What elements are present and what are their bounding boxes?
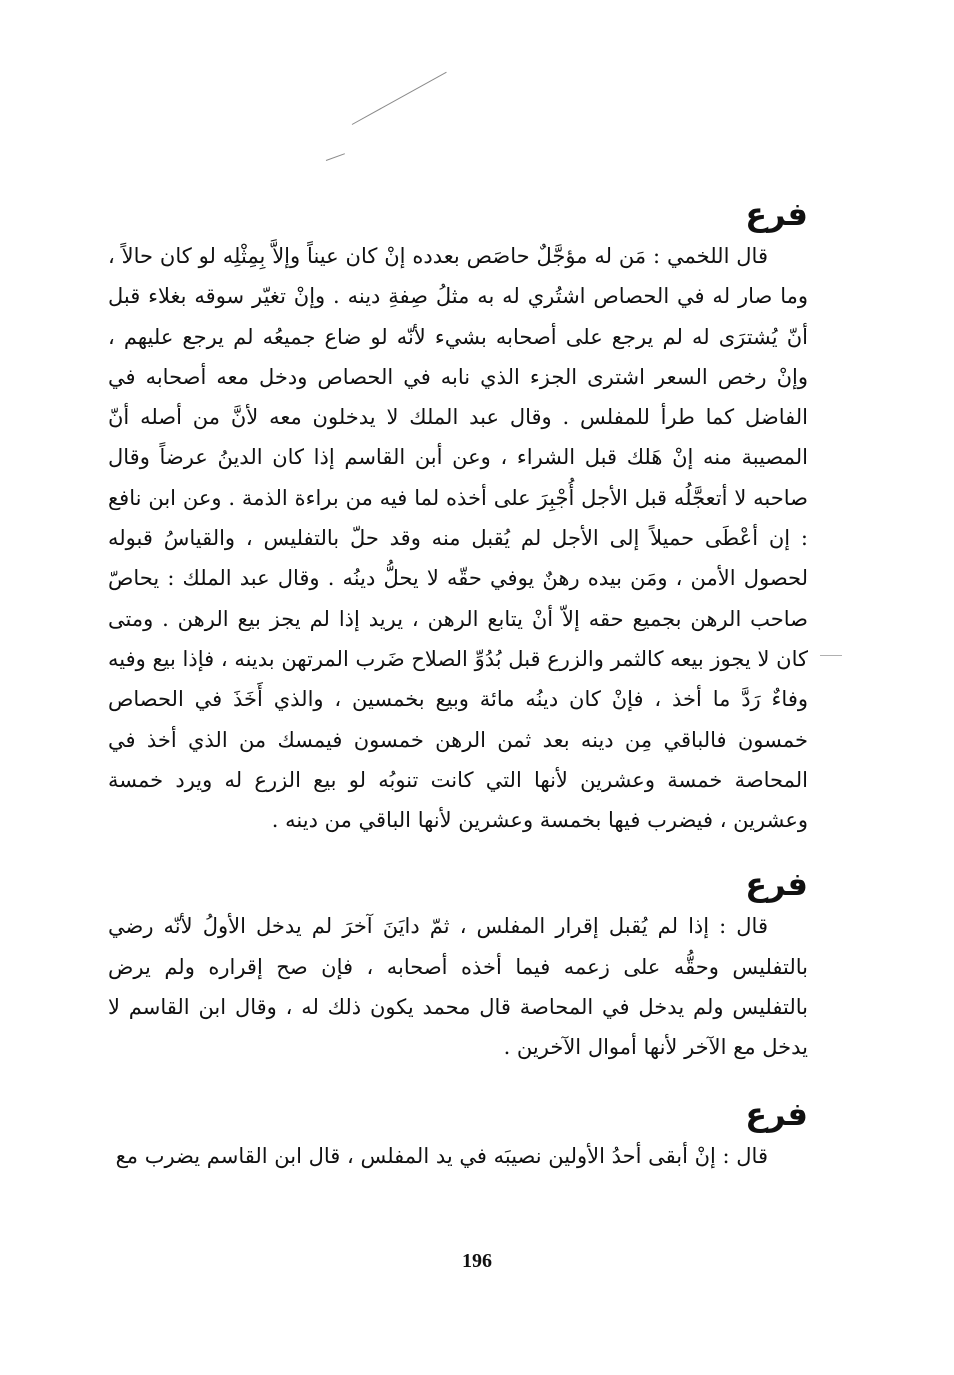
page-number: 196 [462, 1250, 492, 1272]
scan-artifact-line [326, 153, 345, 161]
section-paragraph: قال اللخمي : مَن له مؤجَّلٌ حاصَص بعدده إنْ كان عيناً وإلاَّ بِمِثْلِه لو كان حالاً ، وما صار له في الحصاص اشتُري له به مثلُ صِفةِ دينه . وإنْ تغيّر سوقه بغلاء قبل أنّ يُشترَى له لم يرجع على أصحابه بشيء لأنّه لو ضاع جميعُه لم يرجع عليهم ، وإنْ رخص السعر اشترى الجزء الذي نابه في الحصاص ودخل معه أصحابه في الفاضل كما طرأ للمفلس . وقال عبد الملك لا يدخلون معه لأنَّ من أصله أنّ المصيبة منه إنْ هَلك قبل الشراء ، وعن أبن القاسم إذا كان الدينُ عرضاً وقال صاحبه لا أتعجَّلُه قبل الأجل أُجْبِرَ على أخذه لما فيه من براءة الذمة . وعن ابن نافع : إن أعْطَى حميلاً إلى الأجل لم يُقبل منه وقد حلّ بالتفليس ، والقياسُ قبوله لحصول الأمن ، ومَن بيده رهنٌ يوفي حقّه لا يحلُّ دينُه . وقال عبد الملك : يحاصّ صاحب الرهن بجميع حقه إلاّ أنْ يتابع الرهن ، يريد إذا لم يجز بيع الرهن . ومتى كان لا يجوز بيعه كالثمر والزرع قبل بُدُوِّ الصلاح ضَرب المرتهن بدينه ، فإذا بيع وفيه وفاءٌ رَدَّ ما أخذ ، فإنْ كان دينُه مائة وبيع بخمسين ، والذي أَخَذَ في الحصاص خمسون فالباقي مِن دينه بعد ثمن الرهن خمسون فيمسك من الذي أخذ في المحاصة خمسة وعشرين لأنها التي كانت تنوبُه لو بيع الزرع له ويرد خمسة وعشرين ، فيضرب فيها بخمسة وعشرين لأنها الباقي من دينه . [108, 244, 808, 833]
scan-artifact-line [820, 655, 842, 656]
page-content [108, 180, 808, 1176]
section-heading: فرع [745, 865, 808, 904]
section-heading: فرع [745, 195, 808, 233]
scan-artifact-line [352, 72, 447, 125]
section-paragraph: قال : إذا لم يُقبل إقرار المفلس ، ثمّ دايَنَ آخرَ لم يدخل الأولُ لأنّه رضي بالتفليس وحقُّه على زعمه فيما أخذه أصحابه ، فإن صح إقراره ولم يرض بالتفليس ولم يدخل في المحاصة قال محمد يكون ذلك له ، وقال ابن القاسم لا يدخل مع الآخر لأنها أموال الآخرين . [108, 914, 808, 1060]
section-heading: فرع [745, 1094, 808, 1133]
section-paragraph: قال : إنْ أبقى أحدُ الأولين نصيبَه في يد المفلس ، قال ابن القاسم يضرب مع [115, 1143, 768, 1168]
